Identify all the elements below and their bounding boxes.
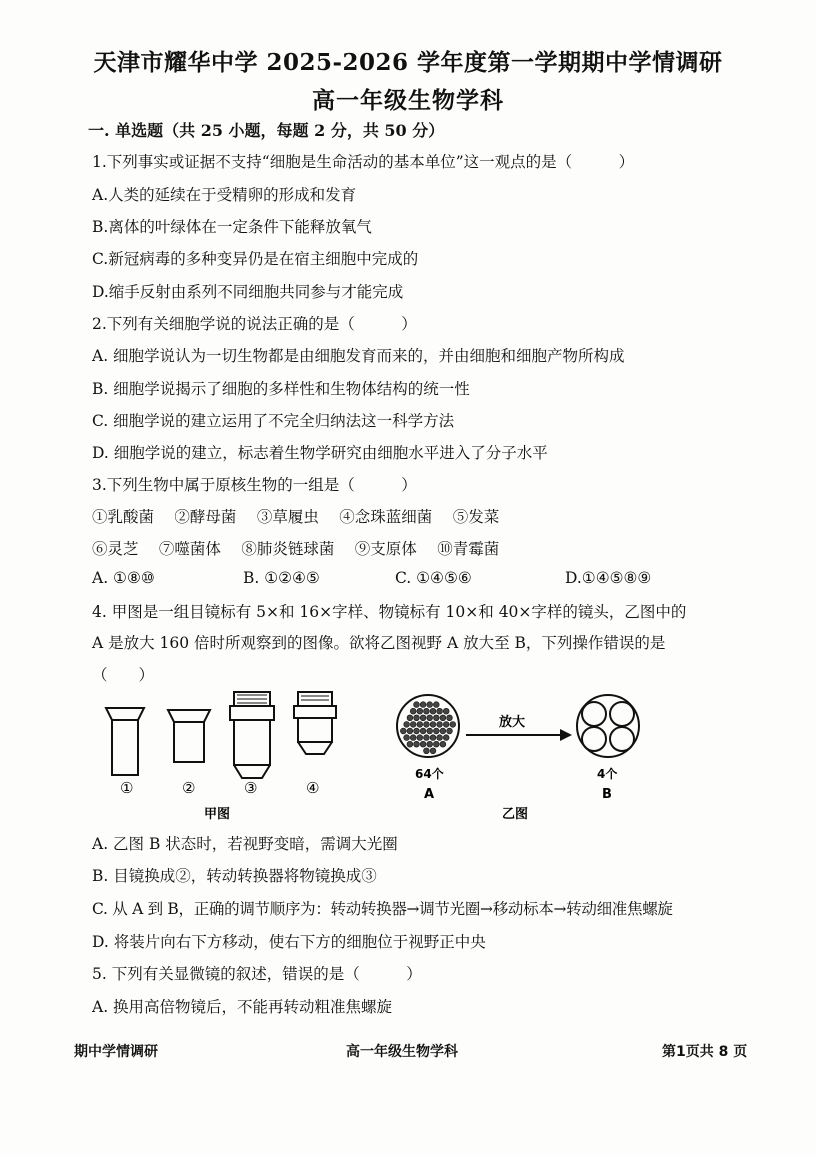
cell-dot — [410, 708, 416, 714]
cell-dot — [424, 722, 430, 728]
cell-dot — [447, 728, 453, 734]
cell-dot — [433, 702, 439, 708]
cell-dot — [420, 715, 426, 721]
cell-dot — [433, 741, 439, 747]
lens-1-label: ① — [120, 779, 134, 797]
eyepiece-lens-1 — [106, 708, 144, 775]
cell-dot — [407, 741, 413, 747]
question-3-option-c: C. ①④⑤⑥ — [395, 569, 472, 587]
question-4-stem-line-2: A 是放大 160 倍时所观察到的图像。欲将乙图视野 A 放大至 B，下列操作错误的是 — [92, 634, 666, 652]
question-4-figure — [92, 690, 752, 825]
cell-dot — [443, 722, 449, 728]
field-of-view-b — [577, 695, 639, 757]
cell-dot — [437, 722, 443, 728]
cell-dot — [424, 735, 430, 741]
section-heading: 一. 单选题（共 25 小题，每题 2 分，共 50 分） — [88, 121, 445, 140]
cell-dot — [407, 728, 413, 734]
magnify-label: 放大 — [499, 715, 526, 730]
cell-dot — [427, 715, 433, 721]
cell-dot — [404, 722, 410, 728]
question-3-organisms-row-2: ⑥灵芝 ⑦噬菌体 ⑧肺炎链球菌 ⑨支原体 ⑩青霉菌 — [92, 540, 500, 558]
question-3-organisms-row-1: ①乳酸菌 ②酵母菌 ③草履虫 ④念珠蓝细菌 ⑤发菜 — [92, 508, 500, 526]
question-1-option-d: D.缩手反射由系列不同细胞共同参与才能完成 — [92, 283, 404, 301]
footer-center: 高一年级生物学科 — [346, 1044, 458, 1060]
question-4-option-d: D. 将装片向右下方移动，使右下方的细胞位于视野正中央 — [92, 933, 486, 951]
cell-dot — [430, 722, 436, 728]
cell-dot — [407, 715, 413, 721]
cell-dot — [414, 741, 420, 747]
cell-dot — [420, 728, 426, 734]
field-b-count: 4个 — [597, 767, 618, 781]
question-5-option-a: A. 换用高倍物镜后，不能再转动粗准焦螺旋 — [92, 998, 393, 1016]
cell-dot — [414, 728, 420, 734]
question-4-option-c: C. 从 A 到 B，正确的调节顺序为：转动转换器→调节光圈→移动标本→转动细准焦螺旋 — [92, 900, 673, 918]
cell-dot — [420, 702, 426, 708]
question-2-option-c: C. 细胞学说的建立运用了不完全归纳法这一科学方法 — [92, 412, 455, 430]
question-2-option-b: B. 细胞学说揭示了细胞的多样性和生物体结构的统一性 — [92, 380, 470, 398]
question-3-option-d: D.①④⑤⑧⑨ — [565, 569, 652, 587]
cell-dot — [417, 722, 423, 728]
cell-dot — [440, 728, 446, 734]
lens-3-label: ③ — [244, 779, 258, 797]
question-2-option-a: A. 细胞学说认为一切生物都是由细胞发育而来的，并由细胞和细胞产物所构成 — [92, 347, 625, 365]
cell-dot — [410, 735, 416, 741]
question-4-stem-line-3: （ ） — [92, 666, 155, 684]
question-1-stem: 1.下列事实或证据不支持“细胞是生命活动的基本单位”这一观点的是（ ） — [92, 153, 635, 171]
question-3-option-b: B. ①②④⑤ — [243, 569, 320, 587]
cell-dot — [433, 715, 439, 721]
cell-dot — [404, 735, 410, 741]
cell-dot — [420, 741, 426, 747]
objective-lens-3 — [230, 692, 274, 778]
cell-dot — [400, 728, 406, 734]
cell-dot — [414, 702, 420, 708]
question-2-stem: 2.下列有关细胞学说的说法正确的是（ ） — [92, 315, 417, 333]
question-1-option-a: A.人类的延续在于受精卵的形成和发育 — [92, 186, 357, 204]
cell-dot — [437, 708, 443, 714]
question-2-option-d: D. 细胞学说的建立，标志着生物学研究由细胞水平进入了分子水平 — [92, 444, 548, 462]
cell-dot — [443, 708, 449, 714]
cell-dot — [437, 735, 443, 741]
lens-2-label: ② — [182, 779, 196, 797]
question-5-stem: 5. 下列有关显微镜的叙述，错误的是（ ） — [92, 965, 422, 983]
question-4-option-b: B. 目镜换成②，转动转换器将物镜换成③ — [92, 867, 377, 885]
cell-dot — [417, 735, 423, 741]
objective-lens-4 — [294, 692, 336, 754]
cell-dot — [414, 715, 420, 721]
cell-dot — [440, 715, 446, 721]
field-a-label: A — [424, 787, 435, 802]
lens-4-label: ④ — [306, 779, 320, 797]
question-1-option-b: B.离体的叶绿体在一定条件下能释放氧气 — [92, 218, 372, 236]
exam-subtitle: 高一年级生物学科 — [312, 87, 504, 114]
question-3-option-a: A. ①⑧⑩ — [92, 569, 155, 587]
cell-dot — [430, 735, 436, 741]
cell-dot — [424, 708, 430, 714]
cell-dot — [427, 702, 433, 708]
cell-dot — [447, 715, 453, 721]
cell-dot — [433, 728, 439, 734]
magnify-arrow — [466, 714, 572, 741]
question-3-stem: 3.下列生物中属于原核生物的一组是（ ） — [92, 476, 417, 494]
cell-dot — [424, 748, 430, 754]
question-1-option-c: C.新冠病毒的多种变异仍是在宿主细胞中完成的 — [92, 250, 419, 268]
figure-jia-caption: 甲图 — [204, 807, 231, 822]
cell-dot — [410, 722, 416, 728]
footer-page-number: 第1页共 8 页 — [662, 1044, 748, 1060]
cell-dot — [430, 748, 436, 754]
exam-title: 天津市耀华中学 2025-2026 学年度第一学期期中学情调研 — [93, 49, 723, 76]
cell-dot — [443, 735, 449, 741]
footer-left: 期中学情调研 — [74, 1044, 158, 1060]
field-of-view-a — [397, 695, 459, 757]
cell-dot — [430, 708, 436, 714]
eyepiece-lens-2 — [168, 710, 210, 762]
question-4-option-a: A. 乙图 B 状态时，若视野变暗，需调大光圈 — [92, 835, 398, 853]
cell-dot — [417, 708, 423, 714]
field-b-label: B — [602, 787, 612, 802]
cell-dot — [427, 741, 433, 747]
cell-dot — [440, 741, 446, 747]
cell-dot — [450, 722, 456, 728]
cell-dot — [427, 728, 433, 734]
question-4-stem-line-1: 4. 甲图是一组目镜标有 5×和 16×字样、物镜标有 10×和 40×字样的镜头，乙图中的 — [92, 603, 687, 621]
figure-yi-caption: 乙图 — [502, 807, 529, 822]
field-a-count: 64个 — [415, 767, 444, 781]
